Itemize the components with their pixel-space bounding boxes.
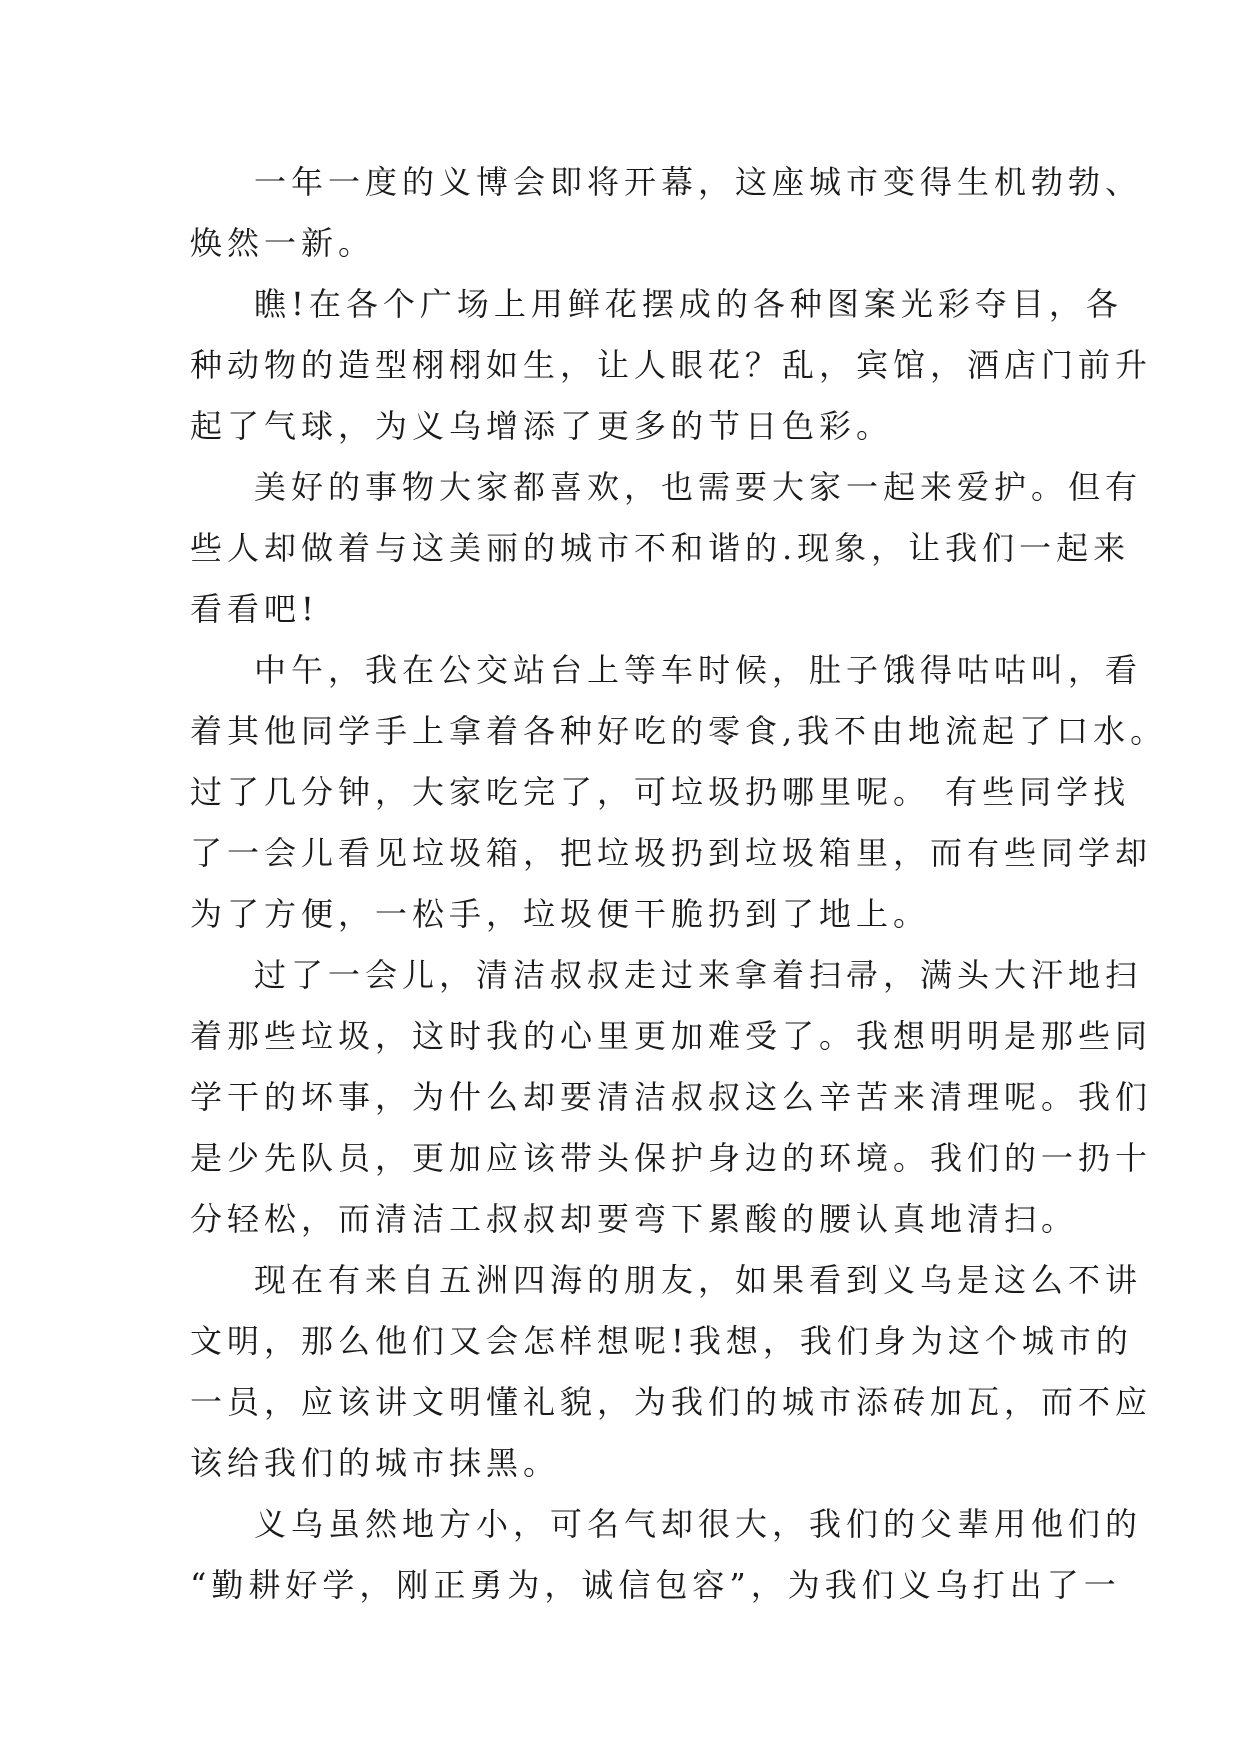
text-line: 过了几分钟，大家吃完了，可垃圾扔哪里呢。 有些同学找 [190, 773, 1131, 811]
text-line: “勤耕好学，刚正勇为，诚信包容”，为我们义乌打出了一 [190, 1566, 1121, 1604]
text-line: 一年一度的义博会即将开幕，这座城市变得生机勃勃、 [254, 163, 1143, 201]
text-line: 现在有来自五洲四海的朋友，如果看到义乌是这么不讲 [254, 1261, 1143, 1299]
paragraph-4 [190, 640, 1168, 945]
paragraph-7 [190, 1494, 1143, 1616]
text-line: 些人却做着与这美丽的城市不和谐的.现象，让我们一起来 [190, 529, 1131, 567]
text-line: 瞧!在各个广场上用鲜花摆成的各种图案光彩夺目，各 [254, 285, 1123, 323]
text-line: 着那些垃圾，这时我的心里更加难受了。我想明明是那些同 [190, 1017, 1153, 1055]
essay-body [190, 152, 1168, 1616]
text-line: 一员，应该讲文明懂礼貌，为我们的城市添砖加瓦，而不应 [190, 1383, 1153, 1421]
text-line: 起了气球，为义乌增添了更多的节日色彩。 [190, 407, 894, 445]
text-line: 焕然一新。 [190, 224, 376, 262]
text-line: 过了一会儿，清洁叔叔走过来拿着扫帚，满头大汗地扫 [254, 956, 1143, 994]
text-line: 看看吧! [190, 590, 319, 628]
text-line: 着其他同学手上拿着各种好吃的零食,我不由地流起了口水。 [190, 712, 1168, 750]
text-line: 义乌虽然地方小，可名气却很大，我们的父辈用他们的 [254, 1505, 1143, 1543]
paragraph-1 [190, 152, 1143, 274]
text-line: 了一会儿看见垃圾箱，把垃圾扔到垃圾箱里，而有些同学却 [190, 834, 1153, 872]
text-line: 美好的事物大家都喜欢，也需要大家一起来爱护。但有 [254, 468, 1143, 506]
text-line: 学干的坏事，为什么却要清洁叔叔这么辛苦来清理呢。我们 [190, 1078, 1153, 1116]
text-line: 该给我们的城市抹黑。 [190, 1444, 561, 1482]
paragraph-2 [190, 274, 1153, 457]
text-line: 分轻松，而清洁工叔叔却要弯下累酸的腰认真地清扫。 [190, 1200, 1079, 1238]
text-line: 中午，我在公交站台上等车时候，肚子饿得咕咕叫，看 [254, 651, 1143, 689]
paragraph-6 [190, 1250, 1153, 1494]
text-line: 为了方便，一松手，垃圾便干脆扔到了地上。 [190, 895, 931, 933]
text-line: 是少先队员，更加应该带头保护身边的环境。我们的一扔十 [190, 1139, 1153, 1177]
paragraph-5 [190, 945, 1153, 1250]
paragraph-3 [190, 457, 1143, 640]
text-line: 文明，那么他们又会怎样想呢!我想，我们身为这个城市的 [190, 1322, 1133, 1360]
text-line: 种动物的造型栩栩如生，让人眼花？乱，宾馆，酒店门前升 [190, 346, 1153, 384]
